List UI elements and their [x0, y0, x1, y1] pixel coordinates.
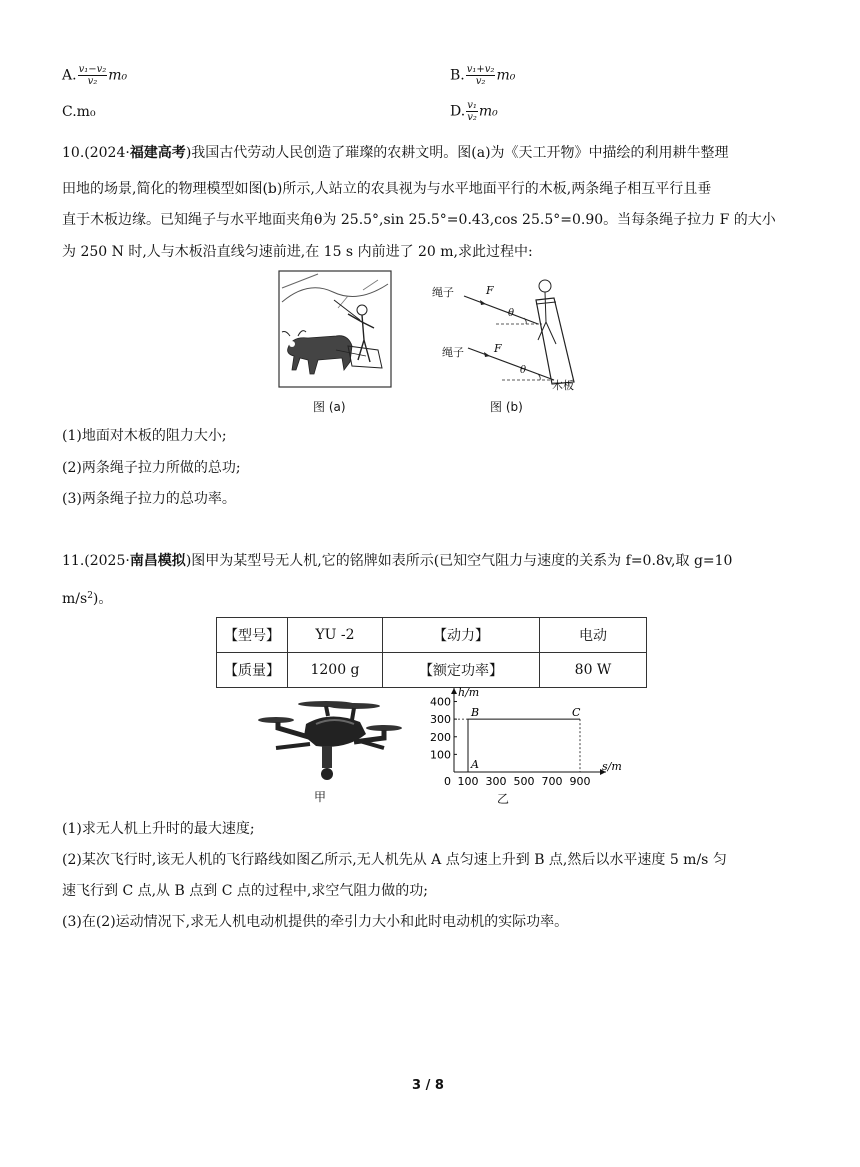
- chart-point-labels: [470, 706, 581, 771]
- table-cell: 电动: [540, 618, 647, 653]
- question-text: )我国古代劳动人民创造了璀璨的农耕文明。图(a)为《天工开物》中描绘的利用耕牛整理: [185, 145, 729, 161]
- fraction-numerator: v₁−v₂: [78, 64, 107, 75]
- option-mass: m₀: [496, 67, 516, 84]
- force-label-bottom: F: [494, 342, 502, 355]
- x-tick-label: 100: [457, 775, 479, 788]
- spec-table: [216, 617, 647, 688]
- unit-text: m/s: [62, 591, 88, 607]
- table-row: [217, 618, 647, 653]
- page-number: 3 / 8: [412, 1078, 444, 1093]
- table-cell: 【质量】: [217, 653, 288, 688]
- fraction-numerator: v₁: [467, 100, 477, 111]
- option-d: [450, 100, 498, 123]
- table-cell: 【额定功率】: [383, 653, 540, 688]
- table-cell: 1200 g: [288, 653, 383, 688]
- chart-y-axis-label: h/m: [458, 686, 480, 699]
- option-b: [450, 64, 515, 87]
- q11-sub-3: (3)在(2)运动情况下,求无人机电动机提供的牵引力大小和此时电动机的实际功率。: [62, 914, 569, 930]
- y-tick-label: 400: [430, 695, 451, 709]
- q11-line-1: [62, 551, 732, 571]
- figure-jia-caption: 甲: [314, 790, 327, 804]
- q11-sub-2-line-1: (2)某次飞行时,该无人机的飞行路线如图乙所示,无人机先从 A 点匀速上升到 B 点,然后以水平速度 5 m/s 匀: [62, 852, 727, 868]
- x-tick-label: 500: [513, 775, 535, 788]
- chart-x-ticks: [444, 775, 591, 788]
- x-tick-label: 0: [444, 775, 451, 788]
- q10-line-1: [62, 143, 729, 163]
- question-source: 南昌模拟: [129, 553, 186, 569]
- q10-line-3: 直于木板边缘。已知绳子与水平地面夹角θ为 25.5°,sin 25.5°=0.43,cos 25.5°=0.90。当每条绳子拉力 F 的大小: [62, 212, 776, 228]
- question-source: 福建高考: [129, 145, 186, 161]
- question-text: )图甲为某型号无人机,它的铭牌如表所示(已知空气阻力与速度的关系为 f=0.8v,取 g=10: [185, 553, 733, 569]
- fraction: [466, 100, 478, 123]
- figure-a-illustration: [278, 270, 392, 392]
- x-tick-label: 700: [541, 775, 563, 788]
- table-row: [217, 653, 647, 688]
- question-number: 10.(2024·: [62, 145, 130, 161]
- fraction-denominator: v₂: [475, 76, 486, 87]
- option-label: D.: [450, 103, 466, 120]
- rope-label-bottom: 绳子: [442, 346, 464, 359]
- y-tick-label: 300: [430, 713, 451, 727]
- y-axis-arrow: [451, 688, 457, 694]
- option-c: C.m₀: [62, 104, 96, 120]
- board-label: 木板: [552, 379, 574, 392]
- flight-path-chart: [418, 686, 622, 790]
- x-tick-label: 900: [569, 775, 591, 788]
- flight-path-line: [468, 719, 580, 772]
- q11-line-2: [62, 586, 112, 609]
- fraction: [466, 64, 496, 87]
- fraction: [78, 64, 108, 87]
- y-tick-label: 200: [430, 730, 451, 744]
- chart-x-axis-label: s/m: [602, 760, 622, 773]
- point-label: C: [572, 706, 581, 720]
- figure-yi-caption: 乙: [497, 792, 510, 806]
- punctuation: )。: [92, 591, 113, 607]
- angle-label-top: θ: [508, 308, 515, 319]
- table-cell: 80 W: [540, 653, 647, 688]
- q10-sub-2: (2)两条绳子拉力所做的总功;: [62, 460, 241, 476]
- point-label: B: [471, 706, 480, 720]
- option-mass: m₀: [478, 103, 498, 120]
- option-label: A.: [62, 67, 77, 84]
- table-cell: YU -2: [288, 618, 383, 653]
- q10-line-2: 田地的场景,简化的物理模型如图(b)所示,人站立的农具视为与水平地面平行的木板,两条绳子相互平行且垂: [62, 181, 712, 197]
- q10-sub-3: (3)两条绳子拉力的总功率。: [62, 491, 236, 507]
- option-a: [62, 64, 127, 87]
- unit-superscript: 2: [87, 591, 93, 601]
- q10-line-4: 为 250 N 时,人与木板沿直线匀速前进,在 15 s 内前进了 20 m,求此过程中:: [62, 244, 533, 260]
- point-label: A: [471, 758, 479, 771]
- option-label: B.: [450, 67, 465, 84]
- fraction-numerator: v₁+v₂: [466, 64, 495, 75]
- figure-a-caption: 图 (a): [313, 400, 346, 414]
- table-cell: 【动力】: [383, 618, 540, 653]
- chart-y-ticks: [430, 696, 457, 762]
- drone-illustration: [256, 694, 404, 786]
- force-label-top: F: [486, 284, 494, 297]
- figure-b-caption: 图 (b): [490, 400, 523, 414]
- option-mass: m₀: [108, 67, 128, 84]
- q10-sub-1: (1)地面对木板的阻力大小;: [62, 428, 227, 444]
- angle-label-bottom: θ: [520, 365, 527, 376]
- y-tick-label: 100: [430, 748, 451, 762]
- x-tick-label: 300: [485, 775, 507, 788]
- q11-sub-2-line-2: 速飞行到 C 点,从 B 点到 C 点的过程中,求空气阻力做的功;: [62, 883, 429, 899]
- question-number: 11.(2025·: [62, 553, 130, 569]
- q11-sub-1: (1)求无人机上升时的最大速度;: [62, 821, 255, 837]
- rope-label-top: 绳子: [432, 286, 454, 299]
- fraction-denominator: v₂: [87, 76, 98, 87]
- fraction-denominator: v₂: [467, 112, 477, 123]
- table-cell: 【型号】: [217, 618, 288, 653]
